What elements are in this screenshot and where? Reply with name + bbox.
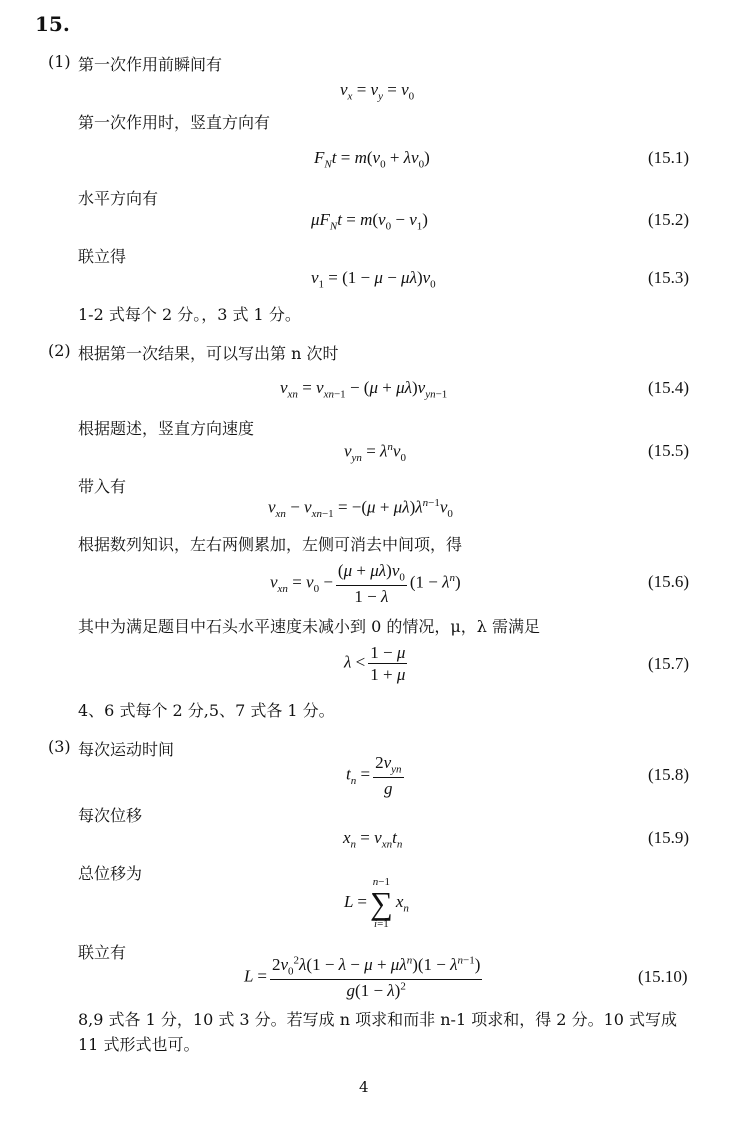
part2-intro: 根据第一次结果，可以写出第 n 次时 (78, 344, 339, 363)
part3-label: (3) (48, 737, 71, 756)
equation-15-9: $x_n = v_{xn}t_n$ (343, 828, 403, 851)
part3-scoring-line1: 8,9 式各 1 分，10 式 3 分。若写成 n 项求和而非 n-1 项求和，得 2 分。10 式写成 (78, 1010, 678, 1029)
equation-initial-velocity: $v_x = v_y = v_0$ (340, 80, 415, 103)
part1-intro: 第一次作用前瞬间有 (78, 55, 223, 74)
part2-text-sum: 根据数列知识，左右两侧累加，左侧可消去中间项，得 (78, 535, 463, 554)
part3-text-combine: 联立有 (78, 943, 127, 962)
equation-number-15-2: (15.2) (648, 210, 690, 229)
part1-text-horizontal: 水平方向有 (78, 189, 159, 208)
equation-15-5: $v_{yn} = \lambda^nv_0$ (344, 441, 406, 465)
part1-scoring: 1-2 式每个 2 分。，3 式 1 分。 (78, 305, 301, 324)
equation-number-15-3: (15.3) (648, 268, 690, 287)
equation-15-6: $v_{xn} = v_0$ − $\frac{(\mu + \mu\lambda)v_0}{1 - \lambda}$ $(1 - \lambda^n)$ (270, 561, 461, 607)
part3-text-displacement: 每次位移 (78, 806, 143, 825)
part2-label: (2) (48, 341, 71, 360)
part1-label: (1) (48, 52, 71, 71)
equation-number-15-4: (15.4) (648, 378, 690, 397)
part3-scoring-line2: 11 式形式也可。 (78, 1035, 200, 1054)
part2-text-substitute: 带入有 (78, 477, 127, 496)
equation-total-displacement: L = n−1 ∑ i=1 $x_n$ (344, 876, 409, 930)
equation-15-2: $\mu F_Nt = m(v_0 - v_1)$ (311, 210, 428, 233)
equation-15-8: $t_n$ = $\frac{2v_{yn}}{g}$ (346, 753, 402, 799)
equation-number-15-7: (15.7) (648, 654, 690, 673)
equation-number-15-1: (15.1) (648, 148, 690, 167)
equation-number-15-5: (15.5) (648, 441, 690, 460)
part1-text-vertical: 第一次作用时，竖直方向有 (78, 113, 271, 132)
equation-15-7: λ < $\frac{1 - \mu}{1 + \mu}$ (344, 643, 406, 685)
equation-15-10: L = $\frac{2v_0^2\lambda(1 - \lambda - \mu + \mu\lambda^n)(1 - \lambda^{n-1})}{g(1 - \lambda)^2}$ (244, 954, 481, 1001)
part1-text-combine: 联立得 (78, 247, 127, 266)
equation-number-15-9: (15.9) (648, 828, 690, 847)
equation-15-1: $F_Nt = m(v_0 + \lambda v_0)$ (314, 148, 430, 171)
equation-number-15-6: (15.6) (648, 572, 690, 591)
part2-text-vertical-speed: 根据题述，竖直方向速度 (78, 419, 255, 438)
page-number: 4 (359, 1078, 369, 1096)
part3-intro: 每次运动时间 (78, 740, 175, 759)
equation-substituted: $v_{xn} - v_{xn-1} = -(\mu + \mu\lambda)\lambda^{n-1}v_0$ (268, 497, 453, 521)
equation-number-15-10: (15.10) (638, 967, 688, 986)
part2-scoring: 4、6 式每个 2 分,5、7 式各 1 分。 (78, 701, 335, 720)
equation-number-15-8: (15.8) (648, 765, 690, 784)
part2-text-condition: 其中为满足题目中石头水平速度未减小到 0 的情况，μ，λ 需满足 (78, 617, 540, 636)
part3-text-total: 总位移为 (78, 864, 143, 883)
equation-15-4: $v_{xn} = v_{xn-1} - (\mu + \mu\lambda)v_{yn-1}$ (280, 378, 448, 401)
equation-15-3: $v_1 = (1 - \mu - \mu\lambda)v_0$ (311, 268, 436, 291)
problem-number: 15. (35, 12, 70, 36)
